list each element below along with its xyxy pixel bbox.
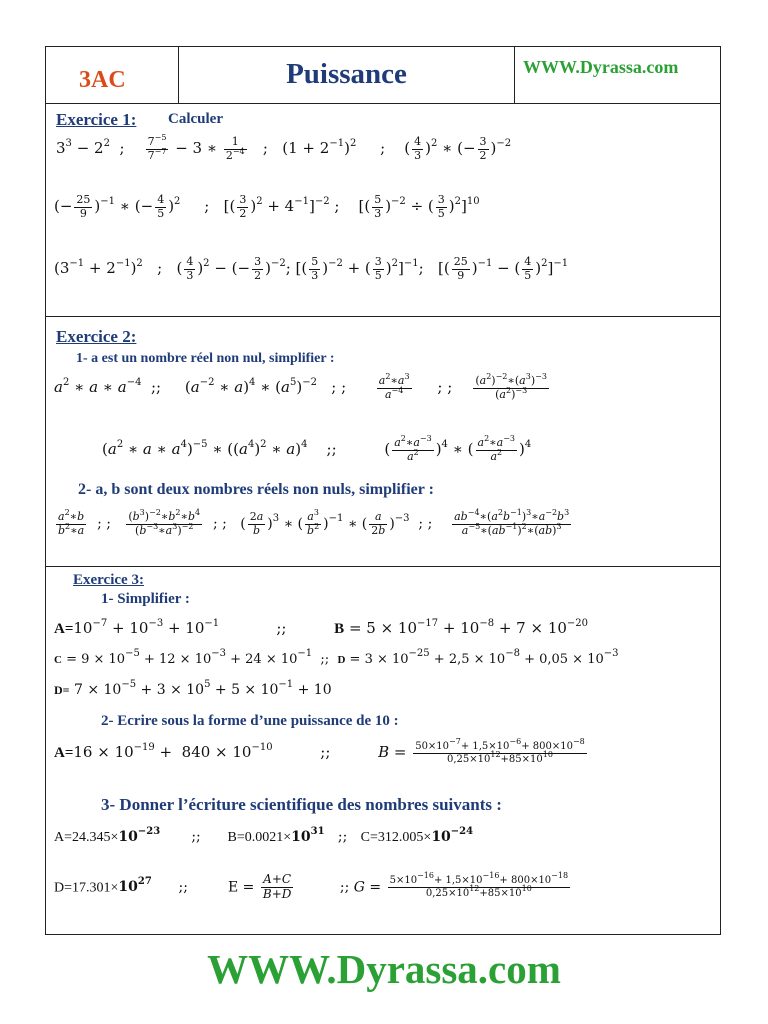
title-cell <box>179 47 515 103</box>
site-link-top[interactable]: WWW.Dyrassa.com <box>523 57 679 77</box>
ex3-line-power10: $A=16 \times 10^{-19} + 840 \times 10^{-10}$ ;; B = $\frac{50\times 10^{-7}+ 1,5\times 10^{-6}+ 800\times 10^{-8}}{0,25\times 10^{12}+85\times 10^{10}}$ <box>54 737 585 765</box>
exercise-2-question-1: 1- a est un nombre réel non nul, simplifier : <box>76 351 335 366</box>
ex2-line-1: $a^2$ ∗ a ∗ $a^{-4}$ ;; ($a^{-2}$ ∗ a)$^4$ ∗ $(a^5)^{-2}$ ; ; $\frac{a^2∗a^3}{a^{-4}}$ ; ; $\frac{(a^2)^{-2}∗(a^3)^{-3}}{(a^2)^{-3}}$ <box>54 372 547 401</box>
ex1-line-1: $3^3 - 2^2$ ; $\frac{7^{-5}}{7^{-7}}$ − 3 ∗ $\frac{1}{2^{-4}}$ ; $(1 + 2^{-1})^2$ ; ( $\frac{4}{3}$ )$^2$ ∗ (− $\frac{3}{2}$ )$^{-2}$ <box>56 133 512 162</box>
ex3-line-sci-2: $D=17.301\times 10^{27}$ ;; E = $\frac{A+C}{B+D}$ ;; G = $\frac{5\times 10^{-16}+ 1,5\times 10^{-16}+ 800\times 10^{-18}}{0,25\times 10^{12}+85\times 10^{10}}$ <box>54 871 569 901</box>
site-cell <box>515 47 720 103</box>
ex3-line-sci-1: $A=24.345\times 10^{-23}$ ;; $B=0.0021\times 10^{31}$ ;; $C=312.005\times 10^{-24}$ <box>54 826 474 845</box>
ex3-line-D2: $D= 7 \times 10^{-5} + 3 \times 10^5 + 5 \times 10^{-1} + 10$ <box>54 679 332 698</box>
ex2-line-3: $\frac{a^2∗b}{b^2∗a}$ ; ; $\frac{(b^3)^{-2}∗b^2∗b^4}{(b^{-3}∗a^3)^{-2}}$ ; ; ( $\frac{2a}{b}$ )$^3$ ∗ ( $\frac{a^3}{b^2}$ )$^{-1}$ ∗ ( $\frac{a}{2b}$ )$^{-3}$ ; ; $\frac{ab^{-4}∗(a^2b^{-1})^3∗a^{-2}b^3}{a^{-5}∗(ab^{-1})^2∗(ab)^3}$ <box>58 508 570 537</box>
level-label: 3AC <box>79 67 126 93</box>
site-link-bottom[interactable]: WWW.Dyrassa.com <box>207 946 561 992</box>
header-table <box>46 47 720 104</box>
exercise-1 <box>46 104 720 317</box>
ex1-line-2: (− $\frac{25}{9}$ )$^{-1}$ ∗ (− $\frac{4}{5}$ )$^2$ ; [( $\frac{3}{2}$ )$^2 + 4^{-1}]^{-2}$ ; [( $\frac{5}{3}$ )$^{-2}$ ÷ ( $\frac{3}{5}$ )$^2$]$^{10}$ <box>54 193 480 220</box>
level-cell <box>46 47 179 103</box>
ex3-line-A-B: $A=10^{-7} + 10^{-3} + 10^{-1}$ ;; $B = 5 \times 10^{-17} + 10^{-8} + 7 \times 10^{-20}$ <box>54 618 589 637</box>
exercise-2-title: Exercice 2: <box>56 327 137 346</box>
ex3-line-C-D: $C = 9 \times 10^{-5} + 12 \times 10^{-3} + 24 \times 10^{-1}$ ;; $D = 3 \times 10^{-25} + 2,5 \times 10^{-8} + 0,05 \times 10^{-3}$ <box>54 648 619 667</box>
exercise-3-question-1: 1- Simplifier : <box>101 591 190 607</box>
exercise-3 <box>46 567 720 934</box>
ex2-line-2: ($a^2$ ∗ a ∗ $a^4)^{-5}$ ∗ ($(a^4)^2$ ∗ a)$^4$ ;; ( $\frac{a^2∗a^{-3}}{a^2}$ )$^4$ ∗ ( $\frac{a^2∗a^{-3}}{a^2}$ )$^4$ <box>102 434 532 463</box>
exercise-1-title: Exercice 1: <box>56 110 137 129</box>
exercise-2-question-2: 2- a, b sont deux nombres réels non nuls, simplifier : <box>78 481 434 498</box>
exercise-2 <box>46 317 720 567</box>
page-title: Puissance <box>286 58 407 90</box>
exercise-3-question-3: 3- Donner l’écriture scientifique des nombres suivants : <box>101 795 502 814</box>
exercise-1-instruction: Calculer <box>168 111 223 127</box>
worksheet <box>45 46 721 935</box>
exercise-3-question-2: 2- Ecrire sous la forme d’une puissance de 10 : <box>101 713 399 729</box>
ex1-line-3: $(3^{-1} + 2^{-1})^2$ ; ( $\frac{4}{3}$ )$^2$ − (− $\frac{3}{2}$ )$^{-2}$; [( $\frac{5}{3}$ )$^{-2}$ + ( $\frac{3}{5}$ )$^2$]$^{-1}$; [( $\frac{25}{9}$ )$^{-1}$ − ( $\frac{4}{5}$ )$^2$]$^{-1}$ <box>54 255 569 282</box>
exercise-3-title: Exercice 3: <box>73 572 144 588</box>
